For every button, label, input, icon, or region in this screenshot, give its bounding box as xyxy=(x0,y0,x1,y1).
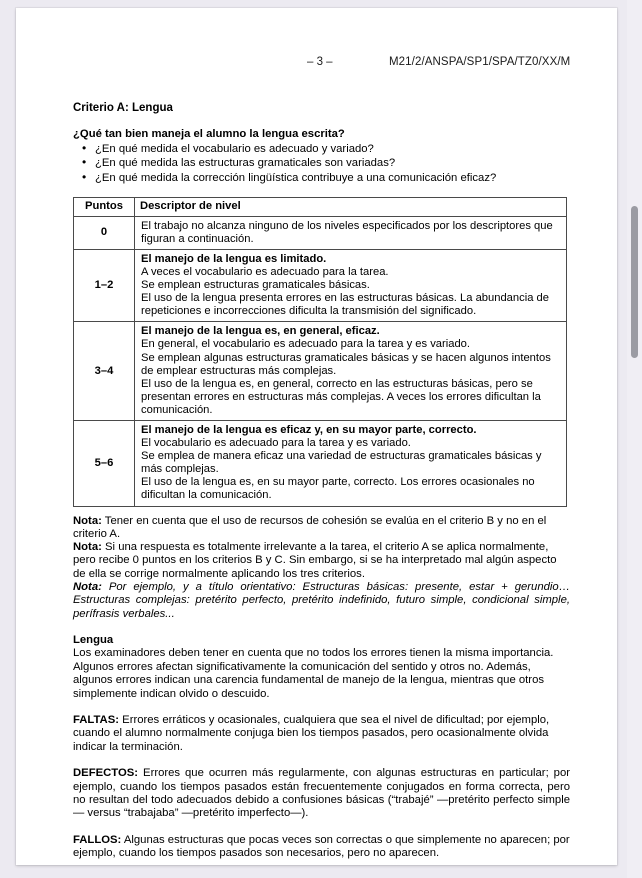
descriptor-line: A veces el vocabulario es adecuado para la tarea. xyxy=(141,265,389,278)
definition-text: Errores que ocurren más regularmente, con algunas estructuras en particular; por ejemplo, cuando los tiempos pasados están frecuentemente conjugados en forma correcta, pero no resultan del todo adecuados debido a confusiones básicas (“trabajé” —pretérito perfecto simple— versus “trabajaba” —pretérito imperfecto—). xyxy=(73,767,570,820)
note-label: Nota: xyxy=(73,581,102,594)
table-row xyxy=(74,216,567,249)
descriptor-lead: El manejo de la lengua es limitado. xyxy=(141,252,327,265)
section-heading: Lengua xyxy=(73,633,114,646)
definition-defectos xyxy=(73,767,570,821)
definition-label: FALLOS: xyxy=(73,833,122,846)
cell-descriptor xyxy=(135,421,567,507)
table-header-row xyxy=(74,197,567,216)
note-1 xyxy=(73,515,570,542)
rubric-table xyxy=(73,197,567,507)
list-item: • ¿En qué medida la corrección lingüística contribuye a una comunicación eficaz? xyxy=(95,172,570,186)
descriptor-line: En general, el vocabulario es adecuado para la tarea y es variado. xyxy=(141,338,470,351)
note-2 xyxy=(73,541,570,581)
note-3 xyxy=(73,581,570,621)
descriptor-lead: El manejo de la lengua es, en general, eficaz. xyxy=(141,325,380,338)
definition-text: Algunas estructuras que pocas veces son correctas o que simplemente no aparecen; por ejemplo, cuando los tiempos pasados son necesarios, pero no aparecen. xyxy=(73,833,570,860)
note-text: Tener en cuenta que el uso de recursos de cohesión se evalúa en el criterio B y no en el criterio A. xyxy=(73,514,547,540)
table-row xyxy=(74,421,567,507)
cell-points: 0 xyxy=(74,216,135,249)
lengua-section xyxy=(73,634,570,701)
descriptor-line: Se emplea de manera eficaz una variedad de estructuras gramaticales básicas y más complejas. xyxy=(141,450,542,476)
descriptor-line: El uso de la lengua es, en su mayor parte, correcto. Los errores ocasionales no dificultan la comunicación. xyxy=(141,476,535,502)
cell-descriptor xyxy=(135,322,567,421)
definition-text: Errores erráticos y ocasionales, cualquiera que sea el nivel de dificultad; por ejemplo, cuando el alumno normalmente conjuga bien los tiempos pasados, pero ocasionalmente olvida indicar la terminación. xyxy=(73,713,550,753)
page-number: – 3 – xyxy=(307,56,333,68)
note-label: Nota: xyxy=(73,541,102,554)
table-row xyxy=(74,322,567,421)
list-item: • ¿En qué medida el vocabulario es adecuado y variado? xyxy=(95,143,570,157)
definition-faltas xyxy=(73,714,570,754)
cell-descriptor xyxy=(135,249,567,321)
column-header-points: Puntos xyxy=(74,197,135,216)
section-body: Los examinadores deben tener en cuenta que no todos los errores tienen la misma importancia. Algunos errores afectan significativamente la comunicación del sentido y otros no. Además, algunos errores indican una carencia fundamental de manejo de la lengua, mientras que otros simplemente indican olvido o descuido. xyxy=(73,647,554,700)
definition-label: DEFECTOS: xyxy=(73,767,139,780)
descriptor-line: El uso de la lengua es, en general, correcto en las estructuras básicas, pero se presentan errores en estructuras más complejas. A veces los errores dificultan la comunicación. xyxy=(141,377,541,416)
criterion-title: Criterio A: Lengua xyxy=(73,102,173,114)
note-text: Por ejemplo, y a título orientativo: Estructuras básicas: presente, estar + gerundio… Estructuras complejas: pretérito perfecto, pretérito indefinido, futuro simple, condicional simple, perífrasis verbales... xyxy=(73,581,570,620)
note-text: Si una respuesta es totalmente irrelevante a la tarea, el criterio A se aplica normalmente, pero recibe 0 puntos en los criterios B y C. Sin embargo, si se ha interpretado mal algún aspecto de ella se corrige normalmente aplicando los tres criterios. xyxy=(73,541,557,580)
definition-label: FALTAS: xyxy=(73,713,120,726)
note-label: Nota: xyxy=(73,514,102,527)
notes-block xyxy=(73,515,570,621)
descriptor-line: El vocabulario es adecuado para la tarea y es variado. xyxy=(141,437,411,450)
paper-code: M21/2/ANSPA/SP1/SPA/TZ0/XX/M xyxy=(389,56,571,68)
criterion-question-list xyxy=(73,143,570,186)
definition-fallos xyxy=(73,834,570,861)
descriptor-line: El trabajo no alcanza ninguno de los niveles especificados por los descriptores que figuran a continuación. xyxy=(141,219,553,245)
page-content xyxy=(73,102,570,865)
table-row xyxy=(74,249,567,321)
descriptor-line: Se emplean estructuras gramaticales básicas. xyxy=(141,279,370,292)
list-item: • ¿En qué medida las estructuras gramaticales son variadas? xyxy=(95,157,570,171)
descriptor-line: Se emplean algunas estructuras gramaticales básicas y se hacen algunos intentos de emplear estructuras más complejas. xyxy=(141,351,551,377)
document-page xyxy=(16,8,617,865)
descriptor-lead: El manejo de la lengua es eficaz y, en su mayor parte, correcto. xyxy=(141,424,477,436)
cell-points: 1–2 xyxy=(74,249,135,321)
cell-points: 3–4 xyxy=(74,322,135,421)
cell-points: 5–6 xyxy=(74,421,135,507)
cell-descriptor xyxy=(135,216,567,249)
scrollbar-thumb[interactable] xyxy=(631,206,638,358)
vertical-scrollbar[interactable] xyxy=(627,0,642,878)
column-header-descriptor: Descriptor de nivel xyxy=(135,197,567,216)
descriptor-line: El uso de la lengua presenta errores en las estructuras básicas. La abundancia de repeticiones e incorrecciones dificulta la transmisión del significado. xyxy=(141,292,549,318)
criterion-lead-question: ¿Qué tan bien maneja el alumno la lengua escrita? xyxy=(73,128,345,141)
